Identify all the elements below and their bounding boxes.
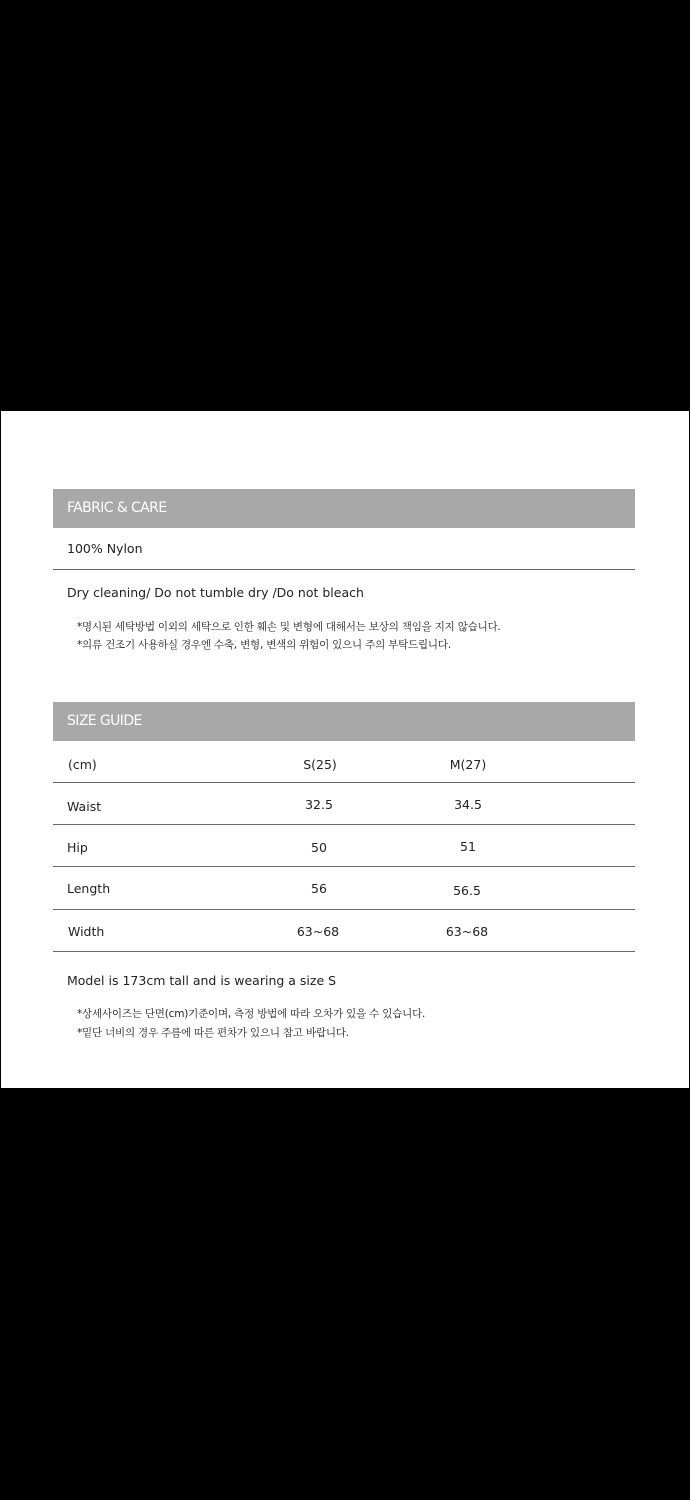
row-label-hip: Hip (67, 840, 88, 855)
divider (53, 782, 635, 783)
care-note-1: *명시된 세탁방법 이외의 세탁으로 인한 훼손 및 변형에 대해서는 보상의 책임을 지지 않습니다. (77, 621, 501, 633)
divider (53, 569, 635, 570)
size-m-column-header: M(27) (449, 757, 487, 772)
hip-m-value: 51 (460, 839, 476, 854)
waist-s-value: 32.5 (305, 797, 333, 812)
divider (53, 824, 635, 825)
length-s-value: 56 (311, 881, 327, 896)
waist-m-value: 34.5 (454, 797, 482, 812)
unit-column-header: (cm) (68, 757, 97, 772)
length-m-value: 56.5 (453, 883, 481, 898)
divider (53, 909, 635, 910)
row-label-length: Length (67, 881, 111, 896)
width-m-value: 63~68 (445, 924, 489, 939)
size-guide-header: SIZE GUIDE (53, 702, 635, 741)
care-text: Dry cleaning/ Do not tumble dry /Do not bleach (67, 585, 364, 600)
hip-s-value: 50 (311, 840, 327, 855)
row-label-waist: Waist (67, 799, 102, 814)
divider (53, 866, 635, 867)
material-text: 100% Nylon (67, 541, 143, 556)
size-note-1: *상세사이즈는 단면(cm)기준이며, 측정 방법에 따라 오차가 있을 수 있습니다. (77, 1008, 426, 1020)
width-s-value: 63~68 (296, 924, 340, 939)
size-s-column-header: S(25) (303, 757, 337, 772)
size-note-2: *밑단 너비의 경우 주름에 따른 편차가 있으니 참고 바랍니다. (77, 1027, 349, 1039)
model-info-text: Model is 173cm tall and is wearing a size S (67, 973, 337, 988)
divider (53, 951, 635, 952)
fabric-care-header: FABRIC & CARE (53, 489, 635, 528)
care-note-2: *의류 건조기 사용하실 경우엔 수축, 변형, 변색의 위험이 있으니 주의 부탁드립니다. (77, 639, 451, 651)
row-label-width: Width (68, 924, 105, 939)
